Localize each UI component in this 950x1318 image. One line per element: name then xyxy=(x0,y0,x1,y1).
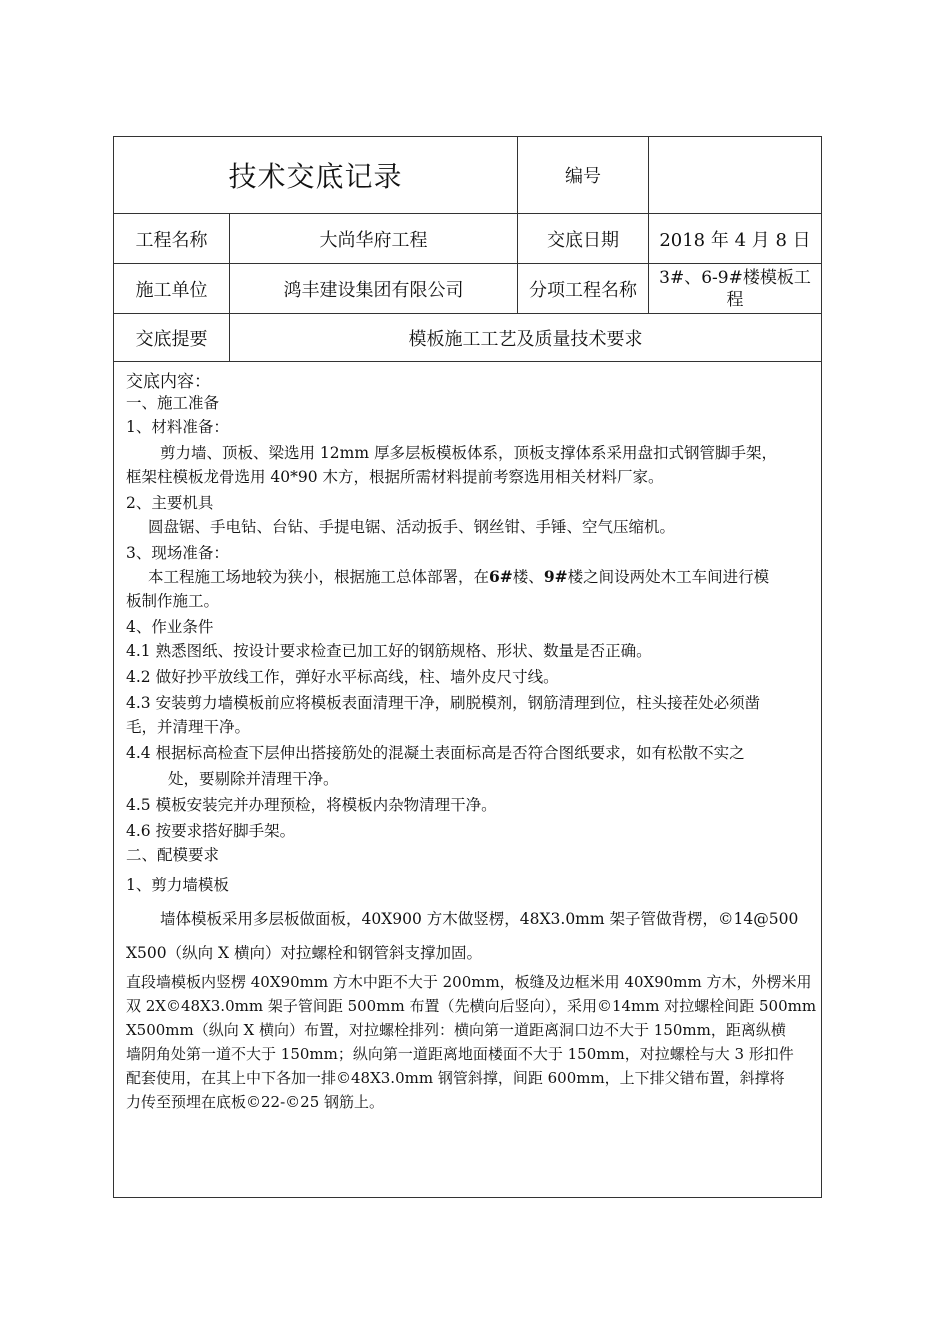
disclosure-record-sheet xyxy=(113,136,822,1198)
paragraph-line: 框架柱模板龙骨选用 40*90 木方，根据所需材料提前考察选用相关材料厂家。 xyxy=(126,468,664,486)
paragraph-line: 墙体模板采用多层板做面板，40X900 方木做竖楞，48X3.0mm 架子管做背楞，©14@500 xyxy=(160,910,799,928)
condition-item: 4.3 安装剪力墙模板前应将模板表面清理干净，刷脱模剂，钢筋清理到位，柱头接茬处必须凿 xyxy=(126,694,761,712)
contractor-label: 施工单位 xyxy=(135,279,208,301)
paragraph-line: X500（纵向 X 横向）对拉螺栓和钢管斜支撑加固。 xyxy=(126,944,483,962)
subsection-heading: 4、作业条件 xyxy=(126,618,214,636)
subsection-heading: 3、现场准备： xyxy=(126,544,229,562)
subproject-line-2: 程 xyxy=(726,289,744,310)
contractor-value: 鸿丰建设集团有限公司 xyxy=(283,279,464,301)
paragraph-line: 圆盘锯、手电钻、台钻、手提电锯、活动扳手、钢丝钳、手锤、空气压缩机。 xyxy=(148,518,676,536)
content-heading: 交底内容： xyxy=(126,372,211,392)
number-value xyxy=(649,137,821,213)
paragraph-line: 墙阴角处第一道不大于 150mm；纵向第一道距离地面楼面不大于 150mm，对拉螺栓与大 3 形扣件 xyxy=(126,1045,794,1063)
paragraph-line: X500mm（纵向 X 横向）布置，对拉螺栓排列：横向第一道距离洞口边不大于 150mm，距离纵横 xyxy=(126,1021,786,1039)
paragraph-line xyxy=(148,565,769,587)
paragraph-line: 配套使用，在其上中下各加一排©48X3.0mm 钢管斜撑，间距 600mm，上下排父错布置，斜撑将 xyxy=(126,1069,785,1087)
subproject-value xyxy=(649,264,821,313)
paragraph-text: 楼之间设两处木工车间进行模 xyxy=(567,568,770,586)
condition-item-cont: 处，要剔除并清理干净。 xyxy=(168,770,339,788)
condition-item: 4.2 做好抄平放线工作，弹好水平标高线，柱、墙外皮尺寸线。 xyxy=(126,668,559,686)
summary-label: 交底提要 xyxy=(135,328,208,350)
subsection-heading: 1、剪力墙模板 xyxy=(126,876,229,894)
subproject-label: 分项工程名称 xyxy=(529,279,637,301)
building-number: 6# xyxy=(489,567,513,586)
record-title: 技术交底记录 xyxy=(228,160,403,193)
condition-item: 4.4 根据标高检查下层伸出搭接筋处的混凝土表面标高是否符合图纸要求，如有松散不实之 xyxy=(126,744,745,762)
section-heading: 二、配模要求 xyxy=(126,846,220,864)
paragraph-text: 本工程施工场地较为狭小，根据施工总体部署，在 xyxy=(148,568,490,586)
number-label: 编号 xyxy=(565,166,601,187)
subproject-line-1: 3#、6-9#楼模板工 xyxy=(659,267,811,288)
subsection-heading: 2、主要机具 xyxy=(126,494,214,512)
subsection-heading: 1、材料准备： xyxy=(126,418,229,436)
paragraph-line: 直段墙模板内竖楞 40X90mm 方木中距不大于 200mm，板缝及边框米用 40X90mm 方木，外楞米用 xyxy=(126,973,812,991)
condition-item: 4.1 熟悉图纸、按设计要求检查已加工好的钢筋规格、形状、数量是否正确。 xyxy=(126,642,652,660)
row-divider xyxy=(114,361,821,362)
project-name-value: 大尚华府工程 xyxy=(319,229,428,251)
section-heading: 一、施工准备 xyxy=(126,394,220,412)
project-name-label: 工程名称 xyxy=(135,229,208,251)
date-label: 交底日期 xyxy=(547,229,619,251)
condition-item: 4.5 模板安装完并办理预检，将模板内杂物清理干净。 xyxy=(126,796,497,814)
paragraph-line: 双 2X©48X3.0mm 架子管间距 500mm 布置（先横向后竖向），采用©14mm 对拉螺栓间距 500mm xyxy=(126,997,817,1015)
paragraph-line: 板制作施工。 xyxy=(126,592,220,610)
date-value: 2018 年 4 月 8 日 xyxy=(659,229,811,251)
paragraph-text: 楼、 xyxy=(512,568,544,586)
paragraph-line: 力传至预埋在底板©22-©25 钢筋上。 xyxy=(126,1093,385,1111)
paragraph-line: 剪力墙、顶板、梁选用 12mm 厚多层板模板体系，顶板支撑体系采用盘扣式钢管脚手架， xyxy=(160,444,777,462)
condition-item-cont: 毛，并清理干净。 xyxy=(126,718,251,736)
condition-item: 4.6 按要求搭好脚手架。 xyxy=(126,822,296,840)
summary-value: 模板施工工艺及质量技术要求 xyxy=(408,328,643,350)
building-number: 9# xyxy=(543,567,568,586)
